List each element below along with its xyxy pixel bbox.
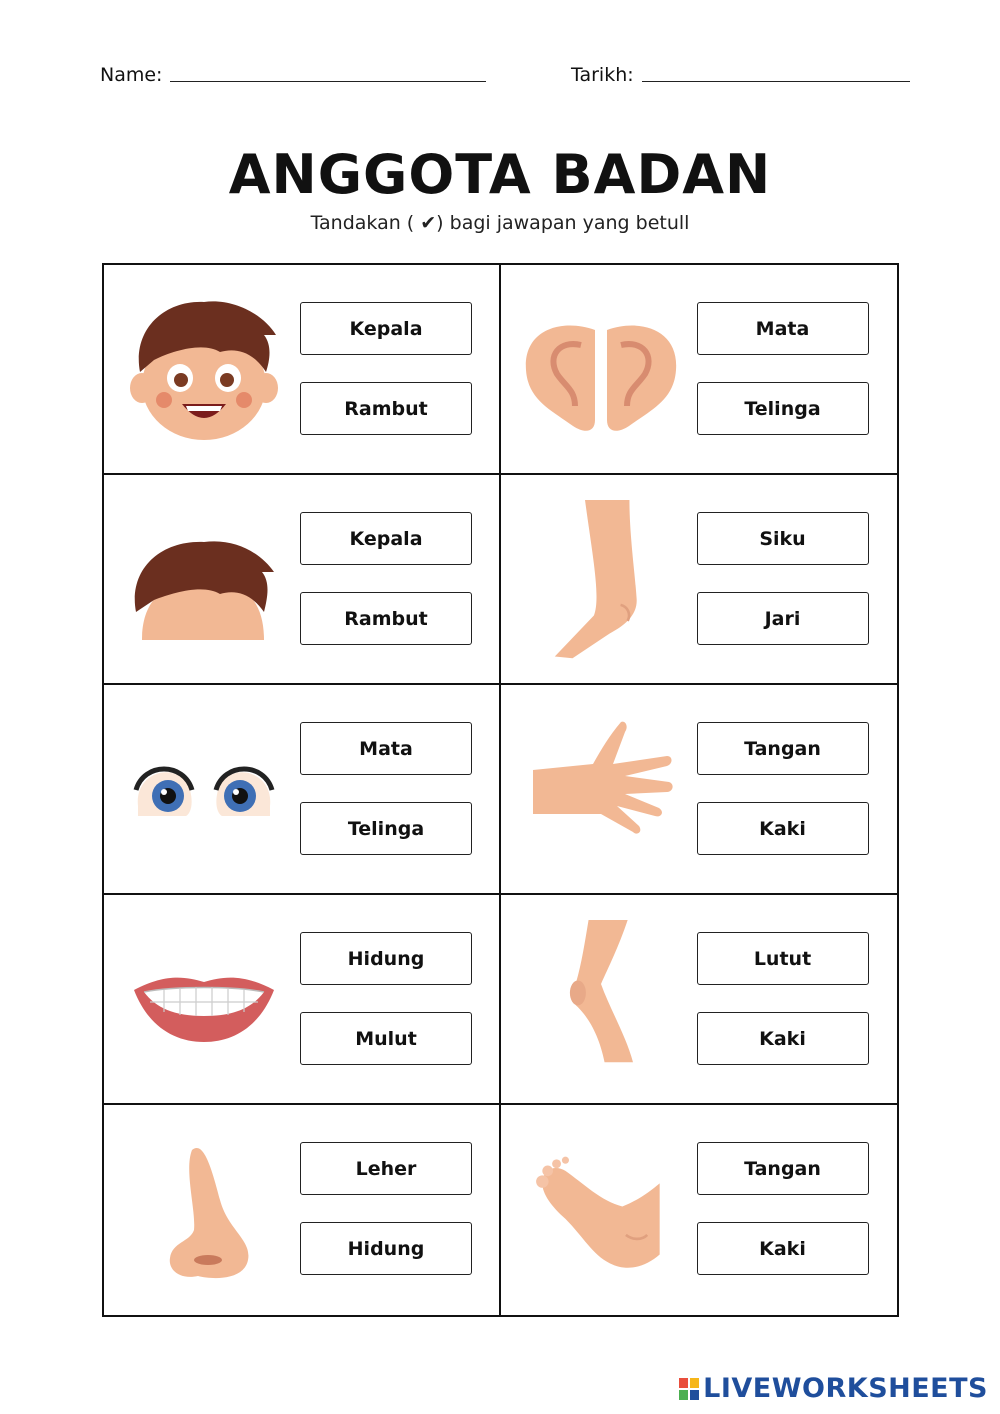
answer-option[interactable]: Kaki: [697, 802, 869, 855]
answer-option[interactable]: Mata: [697, 302, 869, 355]
answer-option[interactable]: Siku: [697, 512, 869, 565]
nose-icon: [124, 1130, 284, 1290]
question-cell: [501, 895, 898, 1105]
question-cell: [501, 1105, 898, 1315]
answer-option[interactable]: Mulut: [300, 1012, 472, 1065]
question-cell: [501, 475, 898, 685]
brand-text: LIVEWORKSHEETS: [703, 1373, 988, 1404]
question-cell: [104, 685, 501, 895]
answer-option[interactable]: Jari: [697, 592, 869, 645]
answer-option[interactable]: Mata: [300, 722, 472, 775]
question-cell: [104, 895, 501, 1105]
question-grid: [102, 263, 899, 1317]
question-cell: [501, 265, 898, 475]
name-input-line[interactable]: [170, 81, 486, 82]
date-field[interactable]: [571, 64, 910, 86]
answer-option[interactable]: Kaki: [697, 1222, 869, 1275]
answer-option[interactable]: Telinga: [300, 802, 472, 855]
question-cell: [104, 475, 501, 685]
date-label: Tarikh:: [571, 64, 634, 86]
answer-option[interactable]: Kepala: [300, 512, 472, 565]
answer-option[interactable]: Hidung: [300, 932, 472, 985]
foot-icon: [521, 1130, 681, 1290]
name-label: Name:: [100, 64, 163, 86]
eyes-icon: [124, 710, 284, 870]
brand-logo: [679, 1373, 988, 1404]
answer-option[interactable]: Kepala: [300, 302, 472, 355]
ears-icon: [521, 290, 681, 450]
answer-option[interactable]: Lutut: [697, 932, 869, 985]
answer-option[interactable]: Leher: [300, 1142, 472, 1195]
answer-option[interactable]: Telinga: [697, 382, 869, 435]
answer-option[interactable]: Rambut: [300, 382, 472, 435]
question-cell: [501, 685, 898, 895]
liveworksheets-logo-icon: [679, 1378, 699, 1400]
hair-icon: [124, 500, 284, 660]
page-title: ANGGOTA BADAN: [228, 143, 772, 206]
mouth-icon: [124, 920, 284, 1080]
answer-option[interactable]: Hidung: [300, 1222, 472, 1275]
name-field[interactable]: [100, 64, 486, 86]
instruction-text: Tandakan ( ✔) bagi jawapan yang betull: [310, 212, 690, 234]
question-cell: [104, 1105, 501, 1315]
knee-icon: [521, 920, 681, 1080]
answer-option[interactable]: Rambut: [300, 592, 472, 645]
elbow-icon: [521, 500, 681, 660]
answer-option[interactable]: Tangan: [697, 1142, 869, 1195]
face-icon: [124, 290, 284, 450]
answer-option[interactable]: Kaki: [697, 1012, 869, 1065]
question-cell: [104, 265, 501, 475]
date-input-line[interactable]: [642, 81, 910, 82]
answer-option[interactable]: Tangan: [697, 722, 869, 775]
hand-icon: [521, 710, 681, 870]
